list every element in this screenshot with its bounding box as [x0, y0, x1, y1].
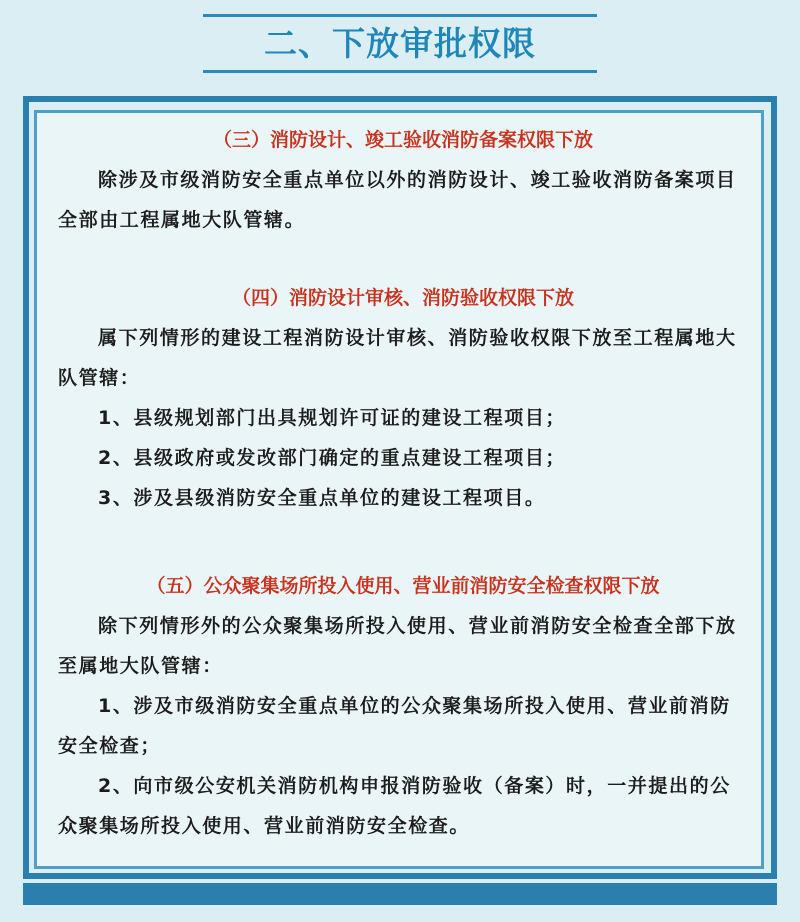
content-body	[58, 120, 748, 846]
section-spacer	[58, 518, 748, 566]
section-heading-5: （五）公众聚集场所投入使用、营业前消防安全检查权限下放	[146, 575, 660, 597]
section-heading-3: （三）消防设计、竣工验收消防备案权限下放	[212, 129, 593, 151]
list-item: 1、县级规划部门出具规划许可证的建设工程项目；	[98, 407, 567, 429]
page-title: 二、下放审批权限	[264, 24, 536, 63]
section-body-4: 属下列情形的建设工程消防设计审核、消防验收权限下放至工程属地大队管辖：	[58, 327, 737, 389]
section-heading-4: （四）消防设计审核、消防验收权限下放	[231, 287, 574, 309]
title-bottom-rule	[203, 70, 597, 73]
list-item: 1、涉及市级消防安全重点单位的公众聚集场所投入使用、营业前消防安全检查；	[58, 695, 731, 757]
section-body-5: 除下列情形外的公众聚集场所投入使用、营业前消防安全检查全部下放至属地大队管辖：	[58, 615, 737, 677]
list-item: 2、向市级公安机关消防机构申报消防验收（备案）时，一并提出的公众聚集场所投入使用、营业前消防安全检查。	[58, 775, 731, 837]
title-banner	[203, 14, 597, 74]
section-body-3: 除涉及市级消防安全重点单位以外的消防设计、竣工验收消防备案项目全部由工程属地大队管辖。	[58, 169, 737, 231]
title-top-rule	[203, 14, 597, 17]
list-item: 2、县级政府或发改部门确定的重点建设工程项目；	[98, 447, 567, 469]
section-spacer	[58, 240, 748, 278]
bottom-bar	[23, 883, 777, 905]
list-item: 3、涉及县级消防安全重点单位的建设工程项目。	[98, 487, 546, 509]
